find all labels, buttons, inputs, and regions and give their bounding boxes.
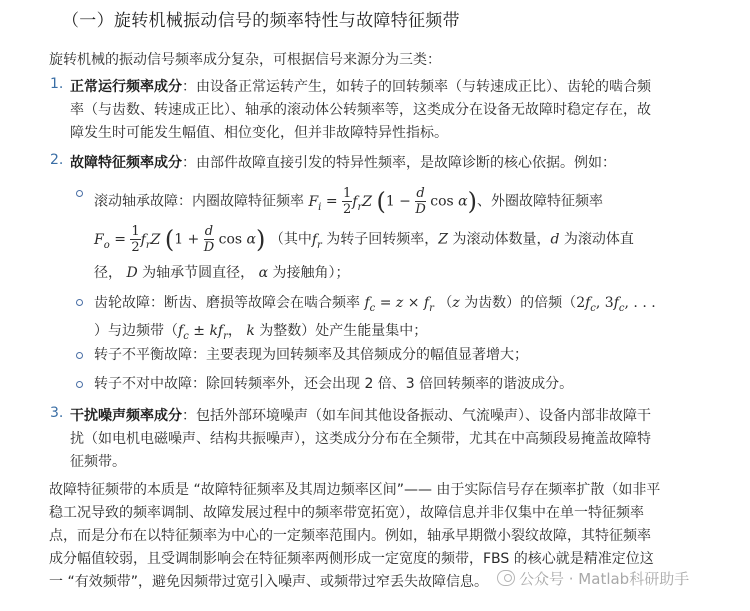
sub-text: 为轴承节圆直径， <box>142 265 255 281</box>
sub-item-bearing-cont: $F_o$ = $\frac{1}{2}$ $f_rZ$ (1 + $\frac{d}{D}$ cos α) （其中$f_r$ 为转子回转频率，Z 为滚动体数量，d 为滚动体直 <box>94 224 634 255</box>
sub-text: 齿轮故障：断齿、磨损等故障会在啮合频率 <box>94 295 360 311</box>
sub-item-misalign: 转子不对中故障：除回转频率外，还会出现 2 倍、3 倍回转频率的谐波成分。 <box>94 376 574 392</box>
summary-line: 故障特征频带的本质是 “故障特征频率及其周边频率区间”—— 由于实际信号存在频率扩散（如非平 <box>49 482 661 498</box>
sub-text: 滚动轴承故障：内圈故障特征频率 <box>94 193 304 210</box>
item-text: 扰（如电机电磁噪声、结构共振噪声），这类成分分布在全频带，尤其在中高频段易掩盖故障特 <box>70 431 651 447</box>
summary-line: 一 “有效频带”，避免因频带过宽引入噪声、或频带过窄丢失故障信息。 <box>49 574 488 590</box>
summary-line: 点，而是分布在以特征频率为中心的一定频率范围内。例如，轴承早期微小裂纹故障，其特征频率 <box>49 528 651 544</box>
list-item-noise <box>70 405 740 474</box>
sub-item-unbalance: 转子不平衡故障：主要表现为回转频率及其倍频成分的幅值显著增大； <box>94 347 528 363</box>
fraction: $\frac{1}{2}$ <box>131 224 140 255</box>
bullet-icon <box>76 381 83 388</box>
watermark <box>497 568 689 589</box>
sub-item-gear: 齿轮故障：断齿、磨损等故障会在啮合频率 $f_c = z \times f_r$ （z 为齿数）的倍频（$2f_c$, $3f_c$, . . . ）与边频带（$f_c \pm kf_r$， k 为整数）处产生能量集中； <box>94 295 656 342</box>
sub-item-bearing-cont2: 径， D 为轴承节圆直径， α 为接触角）； <box>94 265 350 281</box>
sub-text: 为整数）处产生能量集中； <box>259 322 428 339</box>
sub-text: （ <box>438 295 453 311</box>
item-text: ：包括外部环境噪声（如车间其他设备振动、气流噪声）、设备内部非故障干 <box>182 408 651 424</box>
item-heading: 正常运行频率成分 <box>70 79 182 95</box>
fraction: $\frac{d}{D}$ <box>203 224 215 255</box>
bullet-icon <box>76 299 83 306</box>
list-number-2: 2. <box>50 152 64 168</box>
sub-text: 为滚动体直 <box>563 231 634 248</box>
fraction: $\frac{d}{D}$ <box>415 186 426 217</box>
item-text: 障发生时可能发生幅值、相位变化，但并非故障特异性指标。 <box>70 125 448 141</box>
sub-text: ， <box>227 322 242 339</box>
sub-text: 为滚动体数量， <box>452 231 551 248</box>
item-heading: 干扰噪声频率成分 <box>70 408 182 424</box>
list-item-normal <box>70 76 740 145</box>
sub-text: ）与边频带（ <box>94 322 178 339</box>
item-heading: 故障特征频率成分 <box>70 155 182 171</box>
wechat-icon <box>497 570 515 586</box>
bullet-icon <box>76 190 83 197</box>
sub-text: （其中 <box>269 231 312 248</box>
sub-text: 为转子回转频率， <box>326 231 439 248</box>
sub-text: 、外圈故障特征频率 <box>477 193 604 210</box>
fraction: $\frac{1}{2}$ <box>343 186 352 217</box>
bullet-icon <box>76 352 83 359</box>
item-text: 率（与齿数、转速成正比）、轴承的滚动体公转频率等，这类成分在设备无故障时稳定存在，故 <box>70 102 651 118</box>
formula-fo: $F_o$ <box>94 231 110 251</box>
intro-paragraph: 旋转机械的振动信号频率成分复杂，可根据信号来源分为三类： <box>49 52 441 68</box>
summary-line: 稳工况导致的频率调制、故障发展过程中的频率带宽拓宽），故障信息并非仅集中在单一特征频率 <box>49 505 644 521</box>
item-text: ：由设备正常运转产生，如转子的回转频率（与转速成正比）、齿轮的啮合频 <box>182 79 651 95</box>
sub-text: 径， <box>94 265 122 281</box>
formula-fi: $F_i$ <box>308 193 322 213</box>
sub-item-bearing: 滚动轴承故障：内圈故障特征频率 $F_i$ = $\frac{1}{2}$ $f_rZ$ (1 − $\frac{d}{D}$ cos α)、外圈故障特征频率 <box>94 186 604 217</box>
list-number-1: 1. <box>50 76 64 92</box>
list-item-fault <box>70 152 740 175</box>
item-text: ：由部件故障直接引发的特异性频率，是故障诊断的核心依据。例如： <box>182 155 616 171</box>
section-title: （一）旋转机械振动信号的频率特性与故障特征频带 <box>62 11 460 31</box>
summary-line: 成分幅值较弱，且受调制影响会在特征频率两侧形成一定宽度的频带，FBS 的核心就是精准定位这 <box>49 551 654 567</box>
sub-text: 为接触角）； <box>272 265 350 281</box>
sub-text: 为齿数）的倍频（ <box>464 295 577 311</box>
watermark-text: 公众号 · Matlab科研助手 <box>519 570 690 588</box>
item-text: 征频带。 <box>70 454 126 470</box>
list-number-3: 3. <box>50 405 64 421</box>
